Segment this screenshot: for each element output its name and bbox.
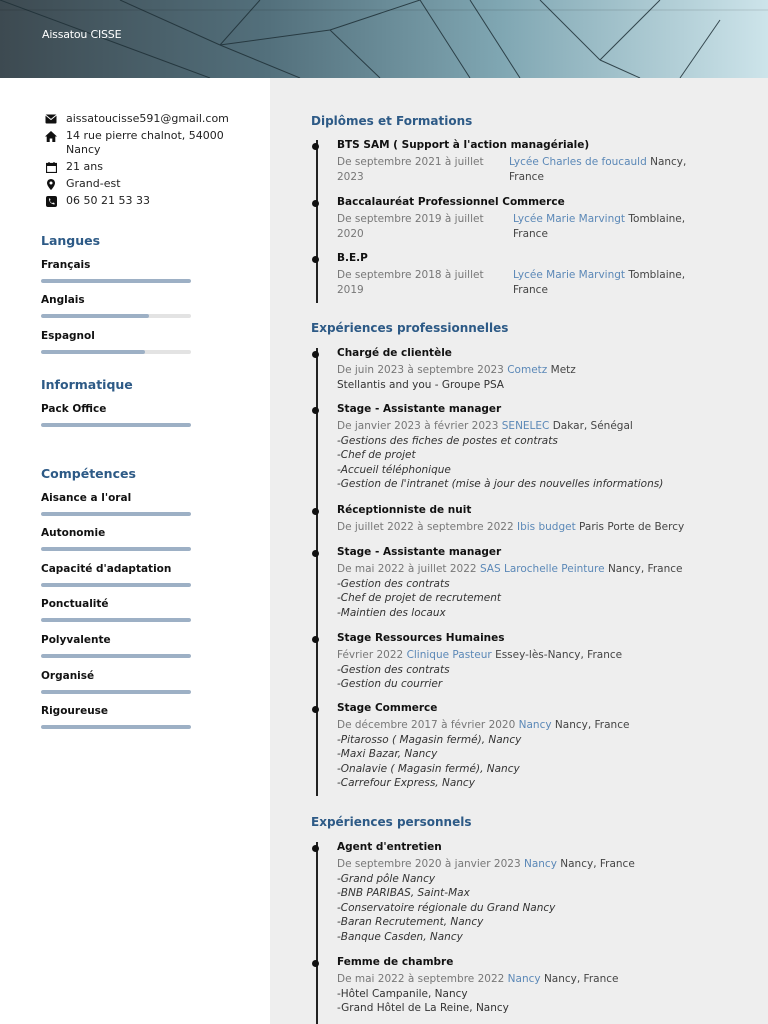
phone-icon xyxy=(44,194,58,208)
skill-item xyxy=(41,492,191,516)
entry-location: Essey-lès-Nancy, France xyxy=(495,649,623,661)
company-link[interactable]: Ibis budget xyxy=(516,521,576,533)
experience-heading: Expériences professionnelles xyxy=(311,321,509,335)
entry-line: -Gestion des contrats xyxy=(337,577,450,590)
entry-location: Tomblaine, France xyxy=(513,269,686,296)
level-fill xyxy=(41,654,191,658)
school-link[interactable]: Lycée Marie Marvingt xyxy=(513,213,626,225)
entry-dates: De septembre 2019 à juillet 2020 xyxy=(337,213,484,240)
entry-line: -Maintien des locaux xyxy=(337,606,446,619)
entry-line: -Baran Recrutement, Nancy xyxy=(337,916,484,928)
language-item xyxy=(41,294,191,318)
company-link[interactable]: Nancy xyxy=(518,719,552,731)
skill-label: Autonomie xyxy=(41,527,106,539)
timeline-dot xyxy=(312,407,319,414)
level-bar xyxy=(41,690,191,694)
sidebar xyxy=(0,78,270,1024)
timeline-dot xyxy=(312,200,319,207)
level-fill xyxy=(41,583,191,587)
level-bar xyxy=(41,654,191,658)
entry-line: -Accueil téléphonique xyxy=(337,463,451,476)
timeline-dot xyxy=(312,960,319,967)
timeline-dot xyxy=(312,143,319,150)
entry-line: -Gestion de l'intranet (mise à jour des nouvelles informations) xyxy=(337,478,664,490)
entry-dates: De juillet 2022 à septembre 2022 xyxy=(337,521,514,533)
level-fill xyxy=(41,314,149,318)
timeline-dot xyxy=(312,845,319,852)
personal-heading: Expériences personnels xyxy=(311,815,472,829)
level-bar xyxy=(41,618,191,622)
experience-entry xyxy=(337,631,752,692)
language-label: Français xyxy=(41,259,91,271)
computing-heading: Informatique xyxy=(41,377,133,392)
level-bar xyxy=(41,512,191,516)
entry-dates: De janvier 2023 à février 2023 xyxy=(337,420,499,432)
entry-line: -Pitarosso ( Magasin fermé), Nancy xyxy=(337,733,522,746)
company-link[interactable]: Nancy xyxy=(523,858,557,870)
school-link[interactable]: Lycée Charles de foucauld xyxy=(509,156,647,168)
timeline-dot xyxy=(312,256,319,263)
company-link[interactable]: Cometz xyxy=(507,364,548,376)
experience-entry xyxy=(337,545,752,620)
level-bar xyxy=(41,314,191,318)
skill-label: Rigoureuse xyxy=(41,705,109,717)
level-fill xyxy=(41,423,191,427)
personal-entry xyxy=(337,955,752,1016)
calendar-icon xyxy=(44,160,58,174)
level-bar xyxy=(41,350,191,354)
skills-heading: Compétences xyxy=(41,466,136,481)
timeline-dot xyxy=(312,351,319,358)
skill-label: Ponctualité xyxy=(41,598,109,610)
entry-dates: De décembre 2017 à février 2020 xyxy=(337,719,516,731)
company-link[interactable]: Clinique Pasteur xyxy=(406,649,492,661)
language-item xyxy=(41,259,191,283)
company-link[interactable]: SAS Larochelle Peinture xyxy=(479,563,605,575)
entry-line: -Banque Casden, Nancy xyxy=(337,930,463,943)
computing-label: Pack Office xyxy=(41,403,107,415)
level-bar xyxy=(41,583,191,587)
entry-dates: De septembre 2018 à juillet 2019 xyxy=(337,269,484,296)
timeline-dot xyxy=(312,706,319,713)
age-text: 21 ans xyxy=(66,160,103,173)
education-entry xyxy=(337,195,752,241)
phone-text[interactable]: 06 50 21 53 33 xyxy=(66,194,150,207)
entry-line: -Chef de projet xyxy=(337,449,416,461)
entry-location: Nancy, France xyxy=(560,858,635,870)
home-icon xyxy=(44,129,58,143)
level-fill xyxy=(41,547,191,551)
entry-location: Nancy, France xyxy=(554,719,630,731)
entry-title: Agent d'entretien xyxy=(337,841,442,853)
experience-entry xyxy=(337,402,752,492)
entry-line: -Onalavie ( Magasin fermé), Nancy xyxy=(337,762,520,775)
skill-item xyxy=(41,634,191,658)
entry-dates: De mai 2022 à septembre 2022 xyxy=(337,973,505,985)
address-text: 14 rue pierre chalnot, 54000 Nancy xyxy=(66,129,224,156)
skill-label: Aisance a l'oral xyxy=(41,492,132,504)
entry-title: Stage - Assistante manager xyxy=(337,403,502,415)
entry-title: BTS SAM ( Support à l'action managériale) xyxy=(337,139,590,151)
entry-line: -Hôtel Campanile, Nancy xyxy=(337,987,468,1000)
skill-item xyxy=(41,670,191,694)
envelope-icon xyxy=(44,112,58,126)
contact-block xyxy=(44,112,244,211)
region-text: Grand-est xyxy=(66,177,121,190)
entry-dates: De mai 2022 à juillet 2022 xyxy=(337,563,477,575)
entry-location: Nancy, France xyxy=(509,156,687,183)
skill-label: Capacité d'adaptation xyxy=(41,563,172,575)
skill-label: Organisé xyxy=(41,670,95,682)
entry-dates: De septembre 2021 à juillet 2023 xyxy=(337,156,484,183)
entry-line: -Conservatoire régionale du Grand Nancy xyxy=(337,901,556,914)
entry-title: Baccalauréat Professionnel Commerce xyxy=(337,196,565,208)
language-item xyxy=(41,330,191,354)
email-text[interactable]: aissatoucisse591@gmail.com xyxy=(66,112,229,125)
experience-entry xyxy=(337,346,752,392)
header-banner xyxy=(0,0,768,78)
entry-line: -Grand pôle Nancy xyxy=(337,872,436,885)
main-content xyxy=(270,78,768,1024)
language-label: Espagnol xyxy=(41,330,95,342)
entry-line: Stellantis and you - Groupe PSA xyxy=(337,378,504,391)
language-label: Anglais xyxy=(41,294,85,306)
entry-title: Stage - Assistante manager xyxy=(337,546,502,558)
skill-item xyxy=(41,527,191,551)
level-bar xyxy=(41,547,191,551)
entry-line: -Gestion du courrier xyxy=(337,678,443,690)
entry-dates: Février 2022 xyxy=(337,649,404,661)
timeline-dot xyxy=(312,636,319,643)
entry-location: Paris Porte de Bercy xyxy=(579,521,685,533)
entry-title: Réceptionniste de nuit xyxy=(337,504,472,516)
location-pin-icon xyxy=(44,177,58,191)
personal-entry xyxy=(337,840,752,944)
education-timeline xyxy=(316,140,318,303)
level-fill xyxy=(41,725,191,729)
entry-line: -Gestion des contrats xyxy=(337,663,450,676)
contact-age xyxy=(44,160,244,174)
education-heading: Diplômes et Formations xyxy=(311,114,473,128)
entry-line: -Grand Hôtel de La Reine, Nancy xyxy=(337,1002,509,1014)
personal-timeline xyxy=(316,842,318,1024)
entry-location: Dakar, Sénégal xyxy=(552,420,633,432)
entry-dates: De septembre 2020 à janvier 2023 xyxy=(337,858,521,870)
experience-entry xyxy=(337,503,752,535)
skill-item xyxy=(41,563,191,587)
level-bar xyxy=(41,423,191,427)
level-fill xyxy=(41,690,191,694)
contact-address xyxy=(44,129,244,157)
experience-entry xyxy=(337,701,752,791)
level-fill xyxy=(41,618,191,622)
entry-title: Stage Commerce xyxy=(337,702,438,714)
entry-line: -BNB PARIBAS, Saint-Max xyxy=(337,887,470,899)
entry-title: B.E.P xyxy=(337,252,368,264)
skill-item xyxy=(41,598,191,622)
entry-title: Stage Ressources Humaines xyxy=(337,632,505,644)
timeline-dot xyxy=(312,550,319,557)
entry-line: -Maxi Bazar, Nancy xyxy=(337,748,438,760)
contact-phone xyxy=(44,194,244,208)
level-fill xyxy=(41,350,145,354)
skill-label: Polyvalente xyxy=(41,634,111,646)
level-fill xyxy=(41,279,191,283)
entry-location: Tomblaine, France xyxy=(513,213,686,240)
company-link[interactable]: SENELEC xyxy=(501,420,550,432)
entry-location: Nancy, France xyxy=(543,973,619,985)
entry-line: -Chef de projet de recrutement xyxy=(337,592,501,604)
level-bar xyxy=(41,279,191,283)
entry-location: Nancy, France xyxy=(607,563,683,575)
school-link[interactable]: Lycée Marie Marvingt xyxy=(513,269,626,281)
education-entry xyxy=(337,251,752,297)
entry-title: Femme de chambre xyxy=(337,956,454,968)
experience-timeline xyxy=(316,348,318,796)
level-bar xyxy=(41,725,191,729)
entry-title: Chargé de clientèle xyxy=(337,347,452,359)
entry-line: -Carrefour Express, Nancy xyxy=(337,777,475,789)
entry-line: -Gestions des fiches de postes et contrats xyxy=(337,434,558,447)
level-fill xyxy=(41,512,191,516)
company-link[interactable]: Nancy xyxy=(507,973,541,985)
timeline-dot xyxy=(312,508,319,515)
contact-region xyxy=(44,177,244,191)
education-entry xyxy=(337,138,752,184)
languages-heading: Langues xyxy=(41,233,101,248)
candidate-name: Aissatou CISSE xyxy=(42,28,122,41)
contact-email xyxy=(44,112,244,126)
entry-dates: De juin 2023 à septembre 2023 xyxy=(337,364,504,376)
entry-location: Metz xyxy=(550,364,576,376)
skill-item xyxy=(41,705,191,729)
computing-item xyxy=(41,403,191,427)
